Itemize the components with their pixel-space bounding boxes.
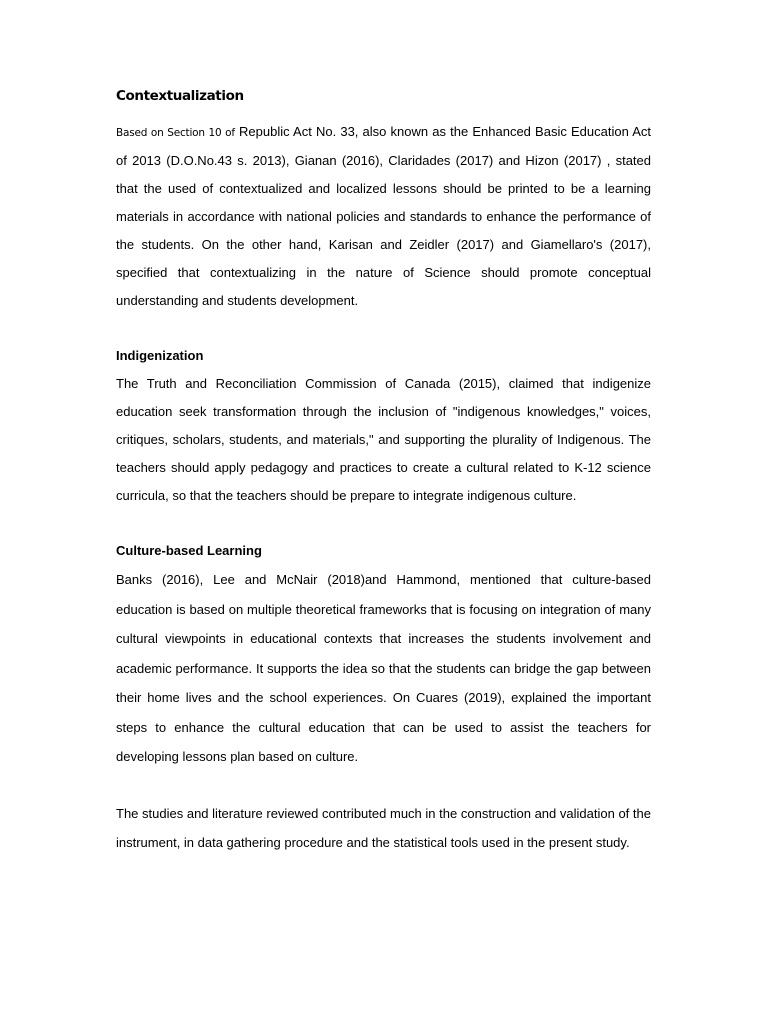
heading-culture-based-learning: Culture-based Learning [116,543,262,558]
paragraph-body-text: Republic Act No. 33, also known as the Enhanced Basic Education Act of 2013 (D.O.No.43 s. 2013), Gianan (2016), Claridades (2017) and Hizon (2017) , stated that the used of contextualized and localized lessons should be printed to be a learning materials in accordance with national policies and standards to enhance the performance of the students. On the other hand, Karisan and Zeidler (2017) and Giamellaro's (2017), specified that contextualizing in the nature of Science should promote conceptual understanding and students development. [116,124,652,308]
heading-contextualization: Contextualization [116,88,244,104]
heading-indigenization: Indigenization [116,348,204,363]
paragraph-culture-based-learning: Banks (2016), Lee and McNair (2018)and Hammond, mentioned that culture-based education is based on multiple theoretical frameworks that is focusing on integration of many cultural viewpoints in educational contexts that increases the students involvement and academic performance. It supports the idea so that the students can bridge the gap between their home lives and the school experiences. On Cuares (2019), explained the important steps to enhance the cultural education that can be used to assist the teachers for developing lessons plan based on culture. [116,572,651,764]
paragraph-contextualization [116,118,651,315]
section-spacer [116,772,651,799]
section-spacer [116,315,651,342]
document-page [116,84,651,858]
paragraph-closing: The studies and literature reviewed contributed much in the construction and validation of the instrument, in data gathering procedure and the statistical tools used in the present study. [116,805,651,850]
section-spacer [116,510,651,537]
paragraph-indigenization: The Truth and Reconciliation Commission of Canada (2015), claimed that indigenize education seek transformation through the inclusion of "indigenous knowledges," voices, critiques, scholars, students, and materials," and supporting the plurality of Indigenous. The teachers should apply pedagogy and practices to create a cultural related to K-12 science curricula, so that the teachers should be prepare to integrate indigenous culture. [116,376,651,503]
paragraph-lead-text: Based on Section 10 of [116,127,235,139]
